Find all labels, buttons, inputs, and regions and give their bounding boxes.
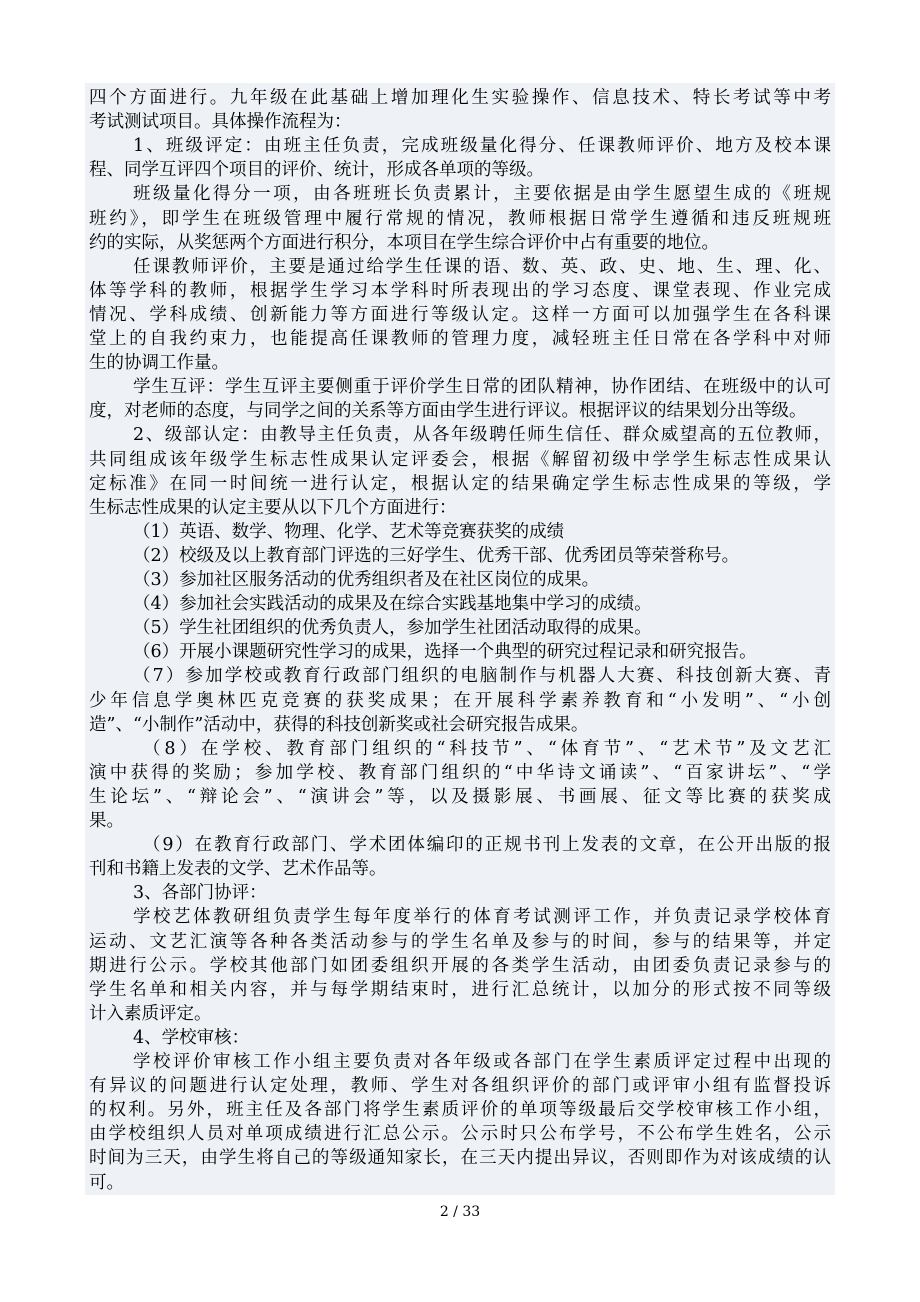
- text-line: 演中获得的奖励；参加学校、教育部门组织的“中华诗文诵读”、“百家讲坛”、“学: [89, 762, 831, 783]
- text-line: 班约》，即学生在班级管理中履行常规的情况，教师根据日常学生遵循和违反班规班: [89, 208, 831, 229]
- text-line: （9）在教育行政部门、学术团体编印的正规书刊上发表的文章，在公开出版的报: [143, 835, 831, 856]
- document-page-body: [85, 83, 835, 1195]
- text-line: 造”、“小制作”活动中，获得的科技创新奖或社会研究报告成果。: [89, 714, 589, 735]
- text-line: （8）在学校、教育部门组织的“科技节”、“体育节”、“艺术节”及文艺汇: [143, 738, 831, 759]
- text-line: 刊和书籍上发表的文学、艺术作品等。: [89, 859, 387, 880]
- text-line: （6）开展小课题研究性学习的成果，选择一个典型的研究过程记录和研究报告。: [133, 642, 757, 663]
- text-line: 可。: [89, 1172, 124, 1193]
- text-line: 程、同学互评四个项目的评价、统计，形成各单项的等级。: [89, 160, 544, 181]
- text-line: 4、学校审核：: [133, 1027, 250, 1048]
- text-line: 由学校组织人员对单项成绩进行汇总公示。公示时只公布学号，不公布学生姓名，公示: [89, 1124, 831, 1145]
- text-line: 时间为三天，由学生将自己的等级通知家长，在三天内提出异议，否则即作为对该成绩的认: [89, 1148, 831, 1169]
- text-line: 2、级部认定：由教导主任负责，从各年级聘任师生信任、群众威望高的五位教师，: [133, 425, 831, 446]
- text-line: 共同组成该年级学生标志性成果认定评委会，根据《解留初级中学学生标志性成果认: [89, 449, 831, 470]
- text-line: 生论坛”、“辩论会”、“演讲会”等，以及摄影展、书画展、征文等比赛的获奖成: [89, 786, 831, 807]
- text-line: 少年信息学奥林匹克竞赛的获奖成果；在开展科学素养教育和“小发明”、“小创: [89, 690, 831, 711]
- text-line: 任课教师评价，主要是通过给学生任课的语、数、英、政、史、地、生、理、化、: [133, 256, 831, 277]
- text-line: 果。: [89, 811, 124, 831]
- text-line: （3）参加社区服务活动的优秀组织者及在社区岗位的成果。: [133, 570, 600, 590]
- text-line: 运动、文艺汇演等各种各类活动参与的学生名单及参与的时间，参与的结果等，并定: [89, 931, 831, 952]
- text-line: （2）校级及以上教育部门评选的三好学生、优秀干部、优秀团员等荣誉称号。: [133, 545, 740, 566]
- text-line: 考试测试项目。具体操作流程为：: [89, 112, 352, 133]
- text-line: 约的实际，从奖惩两个方面进行积分，本项目在学生综合评价中占有重要的地位。: [89, 232, 719, 253]
- text-line: 计入素质评定。: [89, 1003, 212, 1024]
- page-number: 2 / 33: [439, 1204, 481, 1220]
- text-line: 生的协调工作量。: [89, 353, 229, 374]
- text-line: 度，对老师的态度，与同学之间的关系等方面由学生进行评议。根据评议的结果划分出等级。: [89, 401, 807, 422]
- text-line: 体等学科的教师，根据学生学习本学科时所表现出的学习态度、课堂表现、作业完成: [89, 280, 831, 301]
- text-line: 1、班级评定：由班主任负责，完成班级量化得分、任课教师评价、地方及校本课: [133, 136, 831, 157]
- text-line: 生标志性成果的认定主要从以下几个方面进行：: [89, 497, 457, 518]
- text-line: 定标准》在同一时间统一进行认定，根据认定的结果确定学生标志性成果的等级，学: [89, 473, 831, 494]
- text-line: 学生名单和相关内容，并与每学期结束时，进行汇总统计，以加分的形式按不同等级: [89, 979, 831, 1000]
- text-line: 堂上的自我约束力，也能提高任课教师的管理力度，减轻班主任日常在各学科中对师: [89, 329, 831, 349]
- text-line: 3、各部门协评：: [133, 883, 267, 904]
- text-line: 班级量化得分一项，由各班班长负责累计，主要依据是由学生愿望生成的《班规: [133, 184, 831, 205]
- text-line: （1）英语、数学、物理、化学、艺术等竞赛获奖的成绩: [133, 521, 565, 542]
- text-line: 的权利。另外，班主任及各部门将学生素质评价的单项等级最后交学校审核工作小组，: [89, 1100, 831, 1121]
- text-line: （7）参加学校或教育行政部门组织的电脑制作与机器人大赛、科技创新大赛、青: [133, 666, 831, 687]
- text-line: 学校艺体教研组负责学生每年度举行的体育考试测评工作，并负责记录学校体育: [133, 907, 831, 928]
- text-line: 期进行公示。学校其他部门如团委组织开展的各类学生活动，由团委负责记录参与的: [89, 955, 831, 976]
- text-line: 有异议的问题进行认定处理，教师、学生对各组织评价的部门或评审小组有监督投诉: [89, 1076, 831, 1097]
- text-line: （5）学生社团组织的优秀负责人，参加学生社团活动取得的成果。: [133, 618, 652, 639]
- text-line: 情况、学科成绩、创新能力等方面进行等级认定。这样一方面可以加强学生在各科课: [89, 304, 831, 325]
- text-line: 学生互评：学生互评主要侧重于评价学生日常的团队精神，协作团结、在班级中的认可: [133, 377, 831, 398]
- text-line: 学校评价审核工作小组主要负责对各年级或各部门在学生素质评定过程中出现的: [133, 1052, 831, 1072]
- text-line: （4）参加社会实践活动的成果及在综合实践基地集中学习的成绩。: [133, 594, 652, 615]
- text-line: 四个方面进行。九年级在此基础上增加理化生实验操作、信息技术、特长考试等中考: [89, 88, 831, 108]
